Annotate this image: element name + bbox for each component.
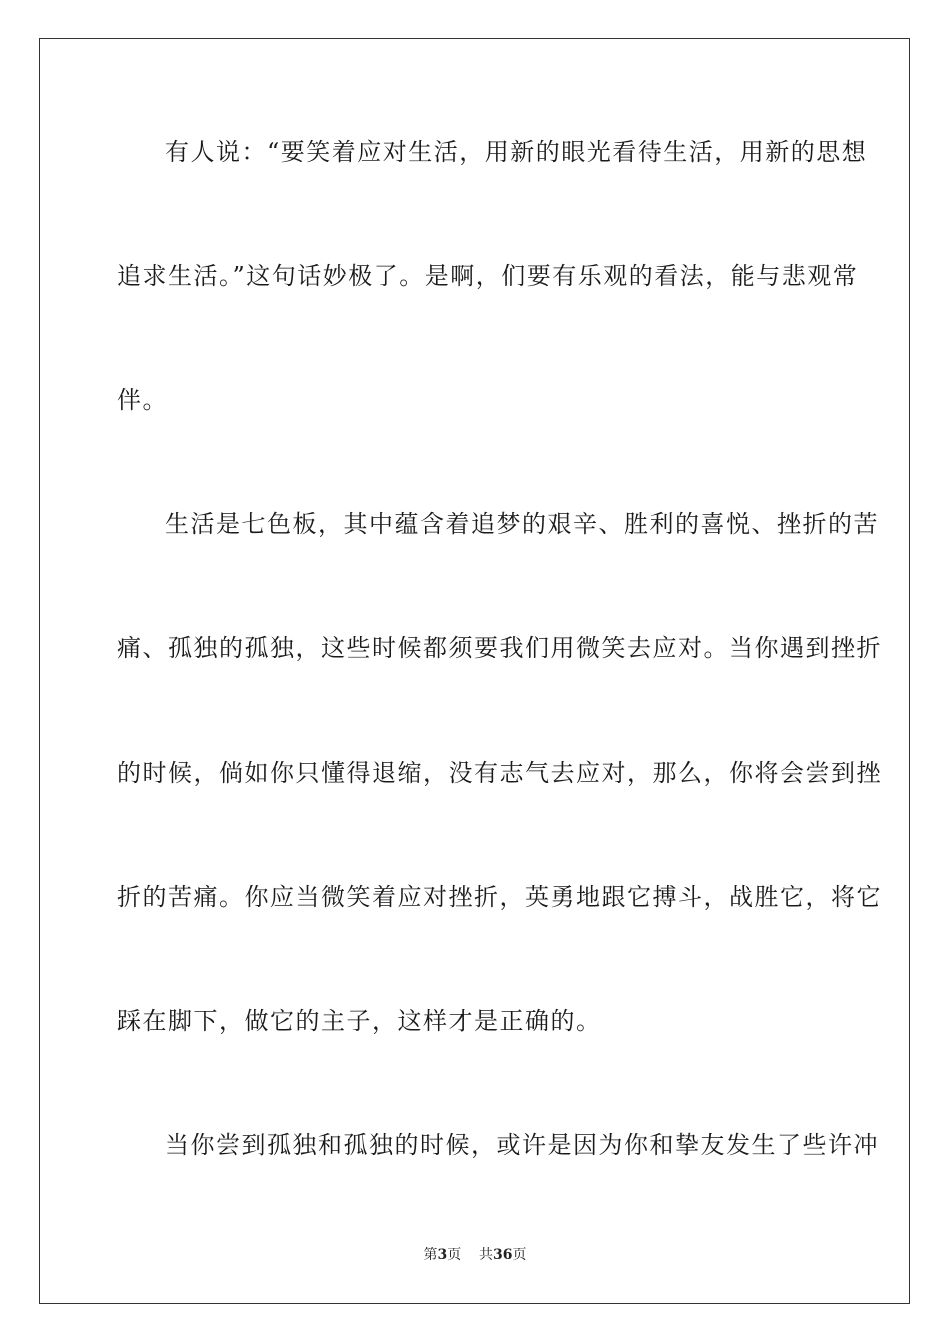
page-border xyxy=(39,38,910,1304)
total-pages: 36 xyxy=(493,1247,513,1263)
paragraph-1-line-2: 追求生活。”这句话妙极了。是啊，们要有乐观的看法，能与悲观常 xyxy=(117,262,859,290)
total-prefix: 共 xyxy=(479,1247,494,1263)
paragraph-2-line-5: 踩在脚下，做它的主子，这样才是正确的。 xyxy=(117,1007,602,1035)
paragraph-2-line-2: 痛、孤独的孤独，这些时候都须要我们用微笑去应对。当你遇到挫折 xyxy=(117,634,882,662)
paragraph-3-line-1: 当你尝到孤独和孤独的时候，或许是因为你和挚友发生了些许冲 xyxy=(165,1131,879,1159)
paragraph-2-line-1: 生活是七色板，其中蕴含着追梦的艰辛、胜利的喜悦、挫折的苦 xyxy=(165,510,879,538)
total-suffix: 页 xyxy=(512,1247,527,1263)
page-suffix: 页 xyxy=(447,1247,462,1263)
paragraph-2-line-4: 折的苦痛。你应当微笑着应对挫折，英勇地跟它搏斗，战胜它，将它 xyxy=(117,883,882,911)
page-footer xyxy=(0,1246,950,1264)
paragraph-1-line-1: 有人说：“要笑着应对生活，用新的眼光看待生活，用新的思想 xyxy=(165,138,868,166)
page-number: 3 xyxy=(437,1247,448,1263)
paragraph-1-line-3: 伴。 xyxy=(117,386,168,414)
page-prefix: 第 xyxy=(423,1247,438,1263)
paragraph-2-line-3: 的时候，倘如你只懂得退缩，没有志气去应对，那么，你将会尝到挫 xyxy=(117,759,882,787)
